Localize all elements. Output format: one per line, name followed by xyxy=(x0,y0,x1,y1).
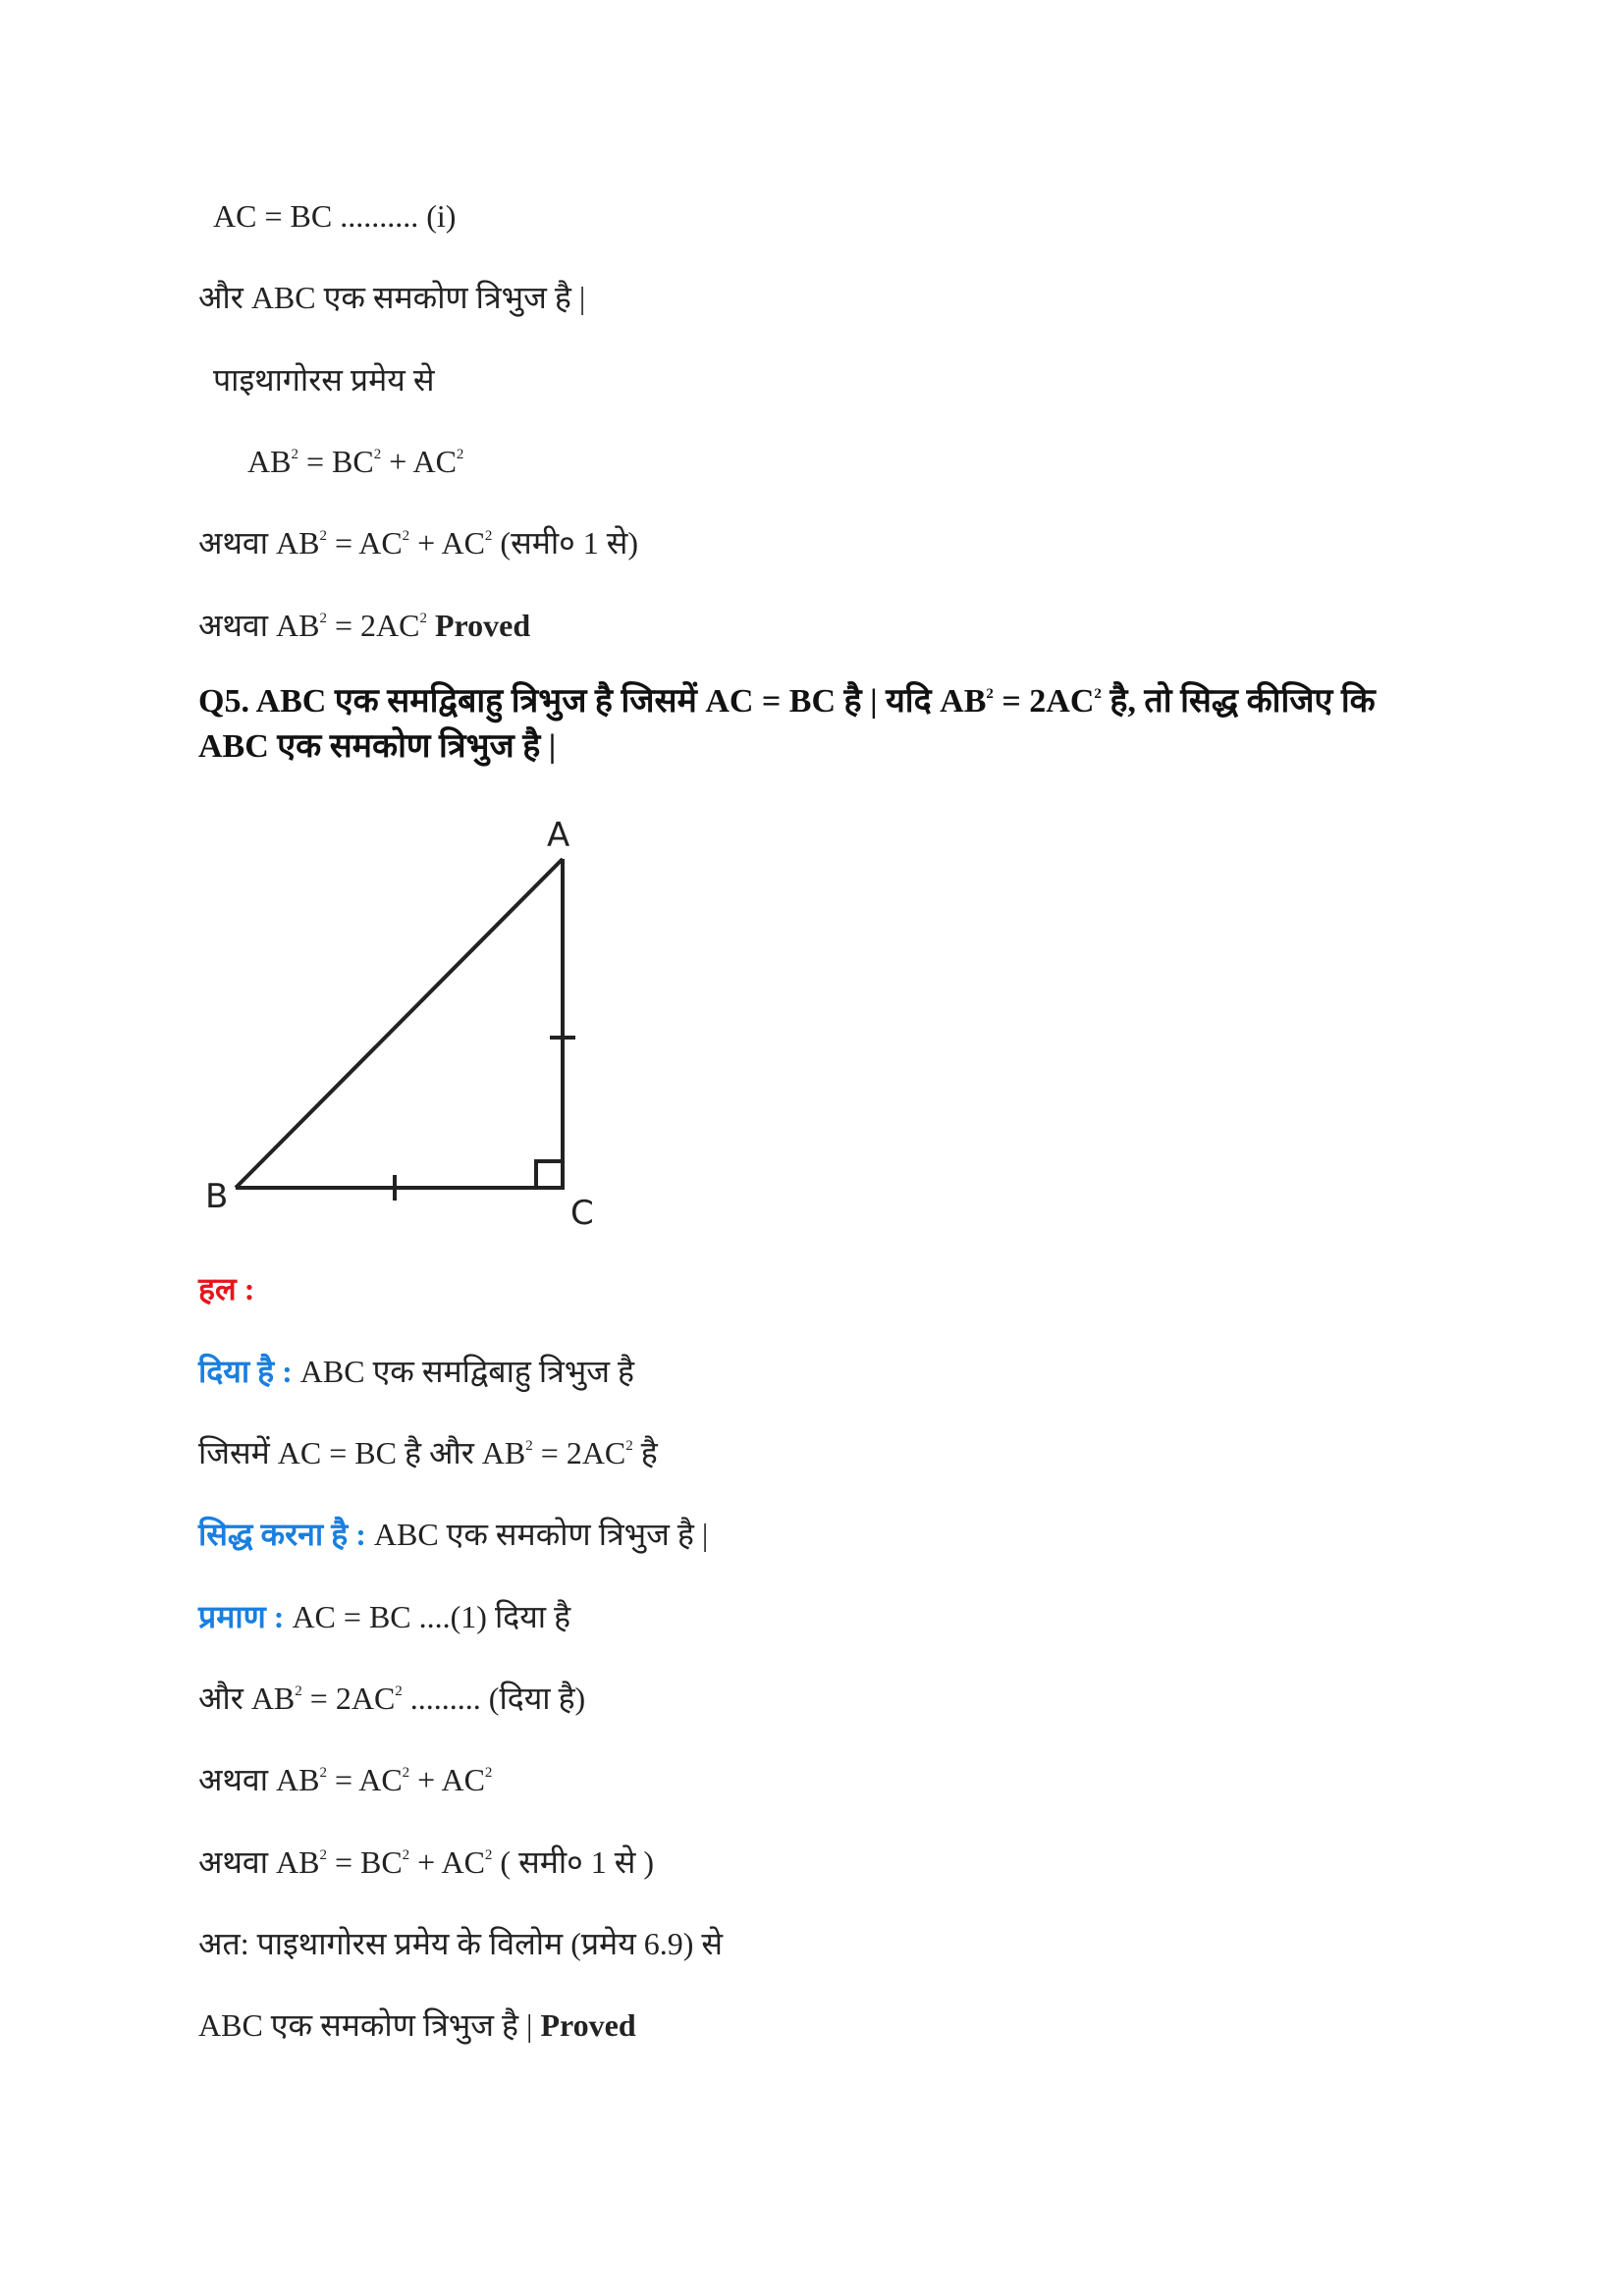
conclusion-line: ABC एक समकोण त्रिभुज है | Proved xyxy=(198,2007,636,2043)
proof-line-3: अथवा $AB^2 = AC^2 + AC^2$ xyxy=(198,1762,493,1797)
proof-line: प्रमाण : AC = BC ....(1) दिया है xyxy=(198,1599,571,1634)
triangle-shape xyxy=(236,859,575,1201)
given-line-2: जिसमें AC = BC है और $AB^2 = 2AC^2$ है xyxy=(198,1435,658,1470)
vertex-label-b: B xyxy=(205,1177,229,1216)
proof-line-ac-equals-bc: AC = BC .......... (i) xyxy=(213,198,457,234)
side-ab xyxy=(236,859,563,1188)
right-triangle-figure xyxy=(191,805,623,1237)
proof-line-equation-2: अथवा $AB^2 = AC^2 + AC^2$ (समी० 1 से) xyxy=(198,525,639,561)
given-label: दिया है : xyxy=(198,1354,293,1389)
proof-line-2: और $AB^2 = 2AC^2$ ......... (दिया है) xyxy=(198,1681,586,1716)
proof-line-equation-1: $AB^2 = BC^2 + AC^2$ xyxy=(247,444,464,479)
given-line: दिया है : ABC एक समद्विबाहु त्रिभुज है xyxy=(198,1354,635,1389)
to-prove-label: सिद्ध करना है : xyxy=(198,1517,366,1552)
proof-line-pythagoras: पाइथागोरस प्रमेय से xyxy=(213,362,435,398)
vertex-label-c: C xyxy=(570,1194,594,1233)
proof-line-4: अथवा $AB^2 = BC^2 + AC^2$ ( समी० 1 से ) xyxy=(198,1844,655,1880)
question-5: Q5. ABC एक समद्विबाहु त्रिभुज है जिसमें AC = BC है | यदि $AB^2 = 2AC^2$ है, तो सिद्ध कीजिए कि ABC एक समकोण त्रिभुज है | xyxy=(198,683,1376,765)
proof-label: प्रमाण : xyxy=(198,1599,285,1634)
solution-heading: हल : xyxy=(198,1271,255,1307)
right-angle-mark xyxy=(536,1161,563,1188)
to-prove-line: सिद्ध करना है : ABC एक समकोण त्रिभुज है | xyxy=(198,1517,709,1552)
vertex-label-a: A xyxy=(547,816,570,855)
proof-line-equation-3: अथवा $AB^2 = 2AC^2$ Proved xyxy=(198,608,531,643)
proof-line-5: अत: पाइथागोरस प्रमेय के विलोम (प्रमेय 6.9) से xyxy=(198,1926,724,1961)
proof-line-right-triangle: और ABC एक समकोण त्रिभुज है | xyxy=(198,280,586,315)
